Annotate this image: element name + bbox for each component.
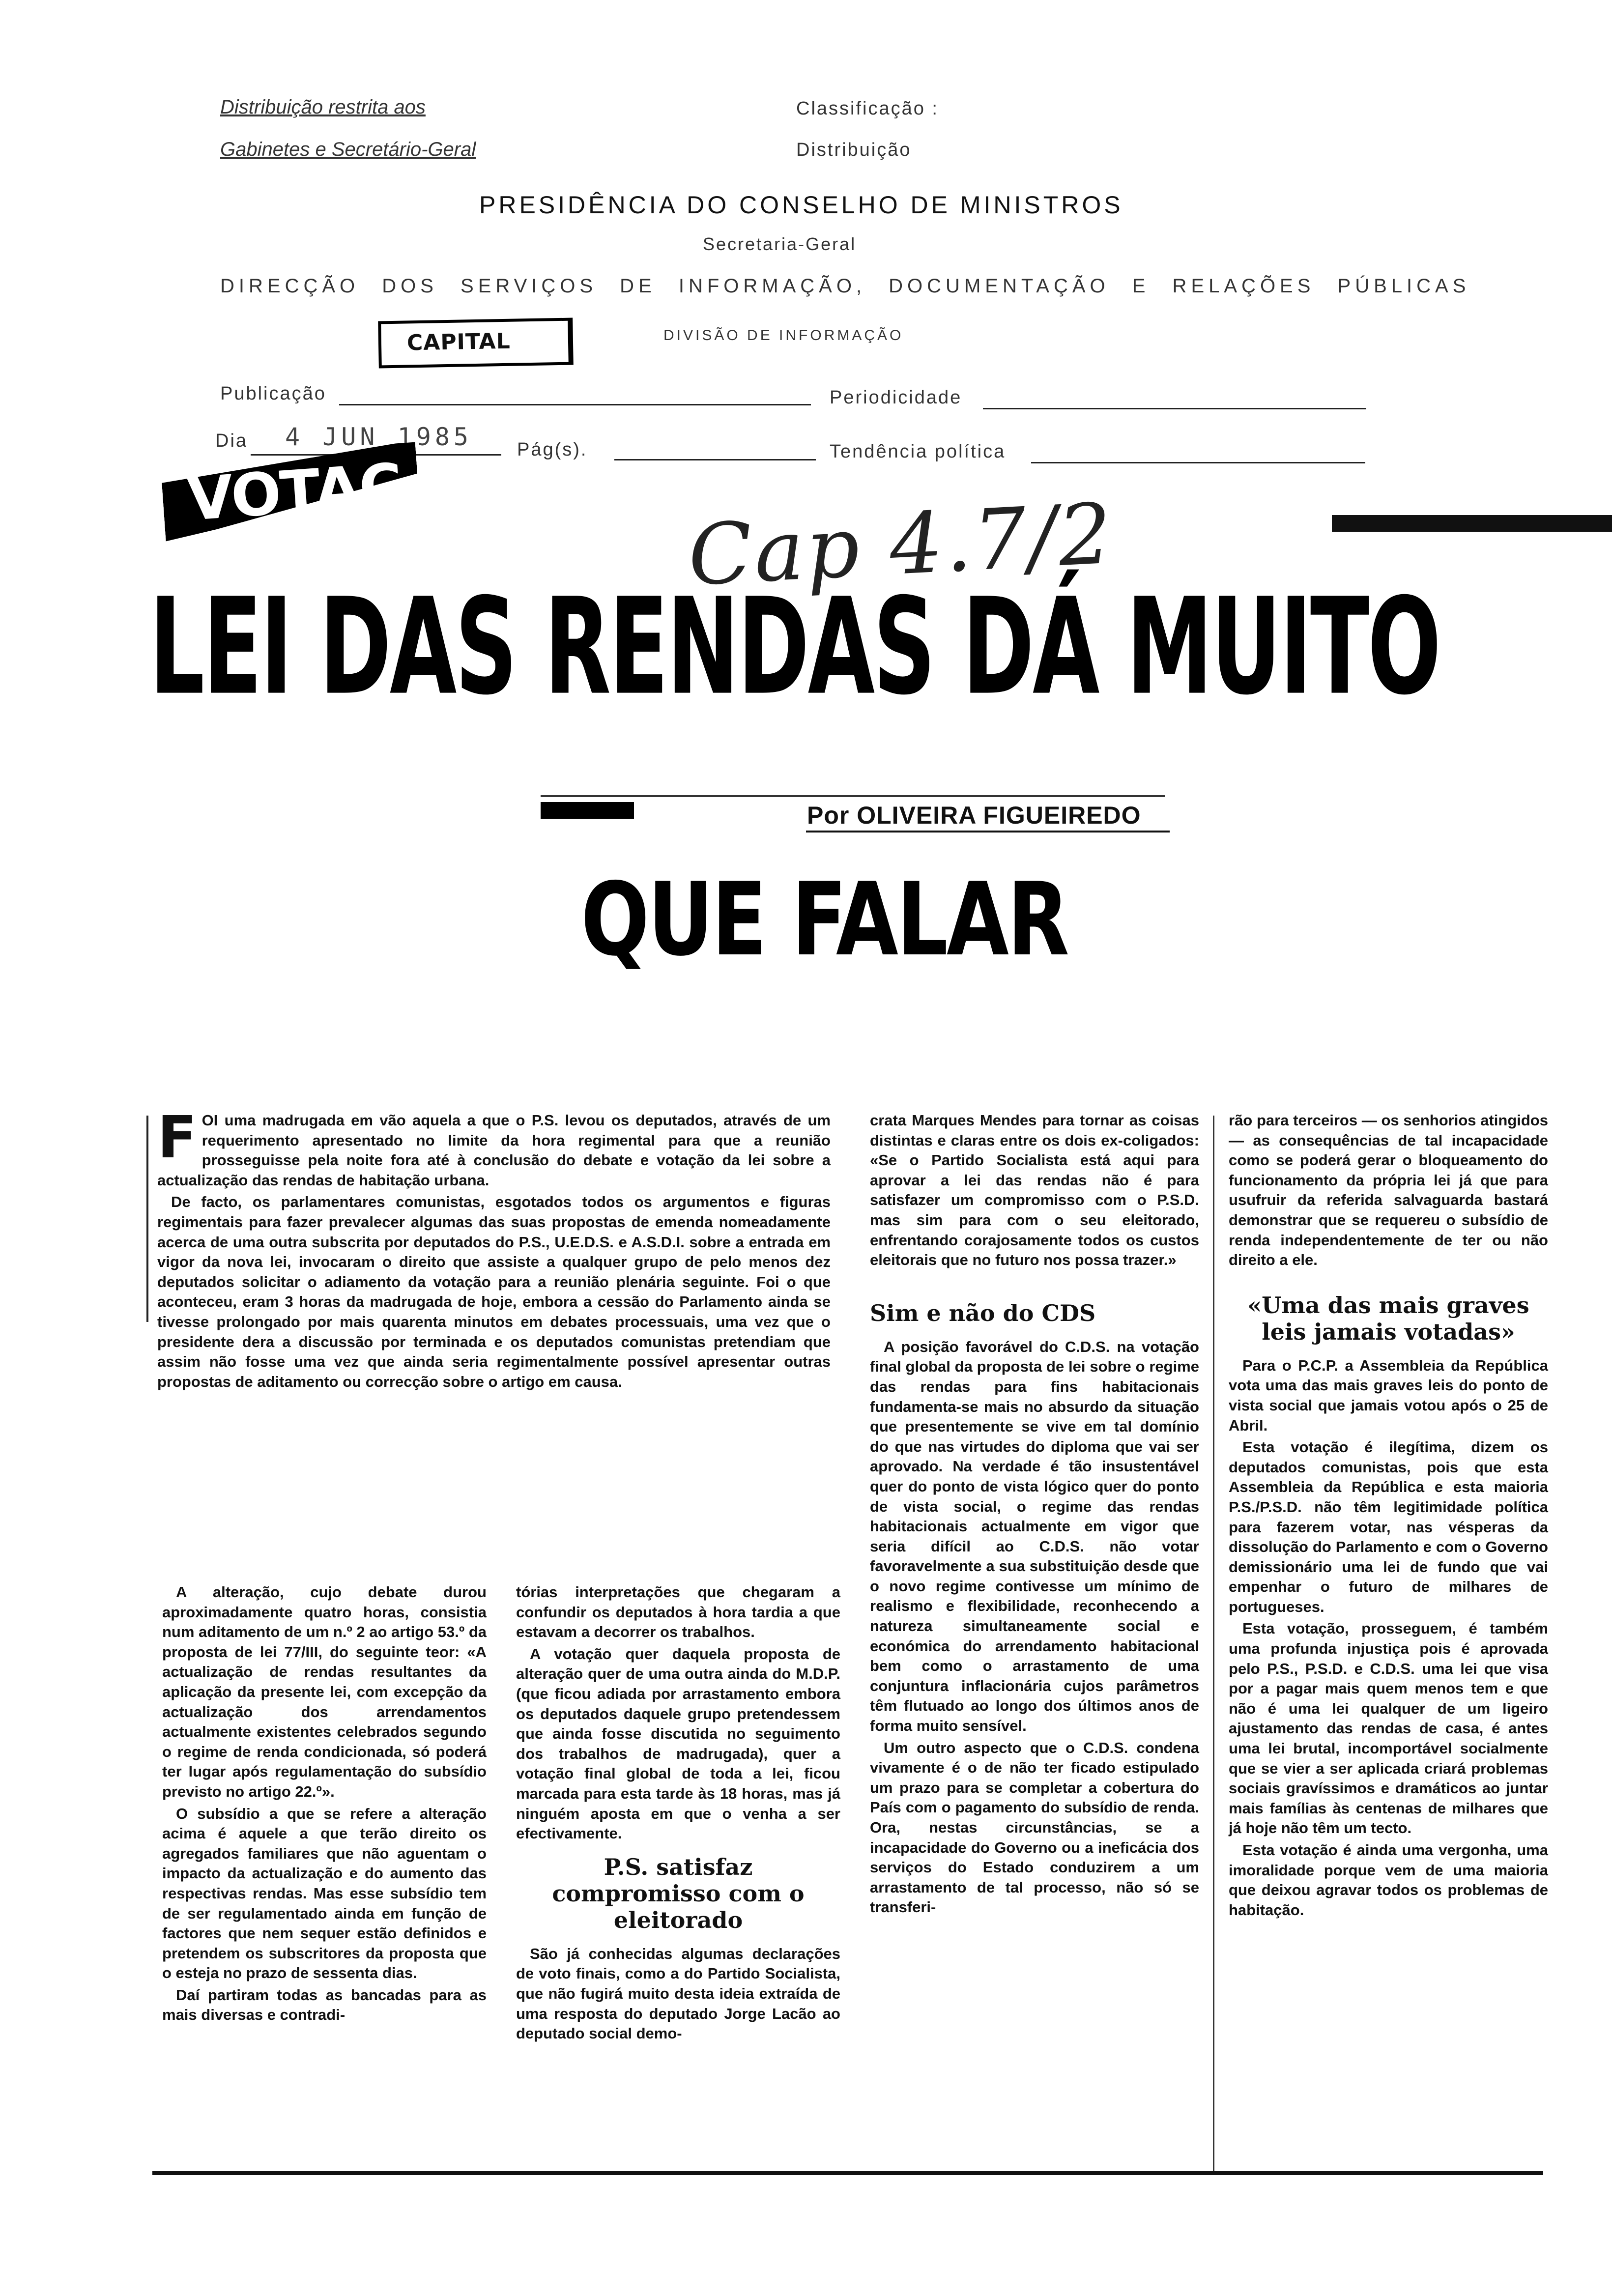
byline-underline	[806, 831, 1170, 832]
intro-text-1: OI uma madrugada em vão aquela a que o P.S. levou os deputados, através de um requerimento apresentado no limite da hora regimental para que a reunião prosseguisse pela noite fora até à conclusão do debate e votação da lei sobre a actualização das rendas de habitação urbana.	[157, 1112, 831, 1189]
col3-paragraph-2: A posição favorável do C.D.S. na votação final global da proposta de lei sobre o regime das rendas para fins habitacionais fundamenta-se mais no absurdo da situação que presentemente se vive em tal domínio do que nas virtudes do diploma que vai ser aprovado. Na verdade é tão insustentável quer do ponto de vista lógico quer do ponto de vista social, o regime das rendas habitacionais actualmente em vigor que seria difícil ao C.D.S. não votar favoravelmente a sua substituição desde que o novo regime contivesse um mínimo de realismo e flexibilidade, reconhecendo a natureza simultaneamente social e económica do arrendamento habitacional bem como o arrastamento de uma conjuntura inflacionária cujos parâmetros têm flutuado ao longo dos últimos anos de forma muito sensível.	[870, 1338, 1199, 1735]
col4-paragraph-1: rão para terceiros — os senhorios atingidos — as consequências de tal incapacidade como se poderá gerar o bloqueamento do funcionamento da própria lei já que para usufruir da referida salvaguarda bastará demonstrar que se requereu o subsídio de renda independentemente de ter ou não direito a ele.	[1229, 1112, 1548, 1269]
distribution-label: Distribuição	[796, 140, 912, 160]
day-label: Dia	[215, 430, 248, 451]
classification-label: Classificação :	[796, 98, 939, 119]
intro-paragraph-2: De facto, os parlamentares comunistas, esgotados todos os argumentos e figuras regimentais para fazer prevalecer algumas das suas propostas de emenda nomeadamente acerca de uma outra subscrita por deputados do P.S., U.E.D.S. e A.S.D.I. sobre a entrada em vigor da nova lei, invocaram o direito que assiste a qualquer grupo de pelo menos dez deputados solicitar o adiamento da votação para a reunião plenária seguinte. Foi o que aconteceu, eram 3 horas da madrugada de hoje, embora a cessão do Parlamento ainda se tivesse prolongado por mais quarenta minutos em debates processuais, uma vez que o presidente dera a discussão por terminada e os deputados comunistas pretendiam que assim não fosse uma vez que ainda seria regimentalmente possível apresentar outras propostas de aditamento ou correcção sobre o artigo em causa.	[157, 1193, 831, 1390]
kicker-text: VOTAÇ	[185, 451, 404, 535]
article-column-1	[162, 1582, 487, 2027]
page-field[interactable]	[614, 459, 816, 460]
periodicity-label: Periodicidade	[830, 387, 962, 408]
headline-main: LEI DAS RENDAS DÁ MUITO	[149, 570, 1440, 725]
tendency-label: Tendência política	[830, 441, 1006, 462]
article-intro	[157, 1103, 831, 1394]
distribution-recipients: Gabinetes e Secretário-Geral	[220, 139, 476, 160]
col1-paragraph-1: A alteração, cujo debate durou aproximadamente quatro horas, consistia num aditamento de um n.º 2 ao artigo 53.º da proposta de lei 77/III, do seguinte teor: «A actualização de rendas resultantes da aplicação da presente lei, com excepção da actualização dos arrendamentos actualmente existentes celebrados segundo o regime de renda condicionada, só poderá ter lugar após regulamentação do subsídio previsto no artigo 22.º».	[162, 1583, 487, 1800]
stamp-text: CAPITAL	[406, 328, 511, 356]
periodicity-field[interactable]	[983, 408, 1366, 409]
day-stamp: 4 JUN 1985	[285, 423, 473, 451]
headline-secondary: QUE FALAR	[581, 861, 1068, 978]
col1-paragraph-3: Daí partiram todas as bancadas para as mais diversas e contradi-	[162, 1986, 487, 2024]
handwritten-annotation: Cap 4.7/2	[686, 485, 1116, 605]
col3-subheading: Sim e não do CDS	[870, 1299, 1096, 1326]
org-name: PRESIDÊNCIA DO CONSELHO DE MINISTROS	[479, 191, 1123, 219]
bottom-rule	[152, 2171, 1543, 2175]
col1-paragraph-2: O subsídio a que se refere a alteração acima é aquele a que terão direito os agregados familiares que não aguentam o impacto da actualização e do aumento das respectivas rendas. Mas esse subsídio tem de ser regulamentado ainda em função de factores que nem sequer estão definidos e pretendem os subscritores da proposta que o esteja no prazo de sessenta dias.	[162, 1805, 487, 1982]
byline: Por OLIVEIRA FIGUEIREDO	[807, 802, 1141, 829]
kicker-strip	[145, 442, 426, 544]
col2-subheading: P.S. satisfaz compromisso com o eleitorado	[552, 1853, 805, 1933]
byline-rule	[541, 795, 1165, 797]
page-label: Pág(s).	[517, 439, 588, 460]
division-label: DIVISÃO DE INFORMAÇÃO	[663, 327, 904, 344]
org-subtitle: Secretaria-Geral	[703, 234, 857, 254]
col2-paragraph-1: tórias interpretações que chegaram a confundir os deputados à hora tardia a que estavam a decorrer os trabalhos.	[516, 1583, 840, 1641]
col4-subheading: «Uma das mais graves leis jamais votadas»	[1247, 1292, 1529, 1345]
col4-paragraph-2: Para o P.C.P. a Assembleia da República vota uma das mais graves leis do ponto de vista social que jamais votou após o 25 de Abril.	[1229, 1356, 1548, 1434]
column-rule-3-4	[1213, 1116, 1214, 2172]
col2-paragraph-2: A votação quer daquela proposta de alteração quer de uma outra ainda do M.D.P. (que ficou adiada por arrastamento embora os deputados daquele grupo pretendessem que ainda fosse discutida no seguimento dos trabalhos de madrugada), quer a votação final global de toda a lei, ficou marcada para esta tarde às 18 horas, mas já ninguém aposta em que o venha a ser efectivamente.	[516, 1645, 840, 1842]
intro-paragraph-1	[157, 1103, 831, 1190]
col4-paragraph-5: Esta votação é ainda uma vergonha, uma imoralidade porque vem de uma maioria que deixou agravar todos os problemas de habitação.	[1229, 1841, 1548, 1919]
tendency-field[interactable]	[1031, 462, 1365, 463]
directorate: DIRECÇÃO DOS SERVIÇOS DE INFORMAÇÃO, DOCUMENTAÇÃO E RELAÇÕES PÚBLICAS	[220, 275, 1470, 297]
article-column-3	[870, 1111, 1199, 1920]
col4-paragraph-3: Esta votação é ilegítima, dizem os deputados comunistas, pois que esta Assembleia da República e esta maioria P.S./P.S.D. não têm legitimidade política para fazerem votar, nas vésperas da dissolução do Parlamento e com o Governo demissionário uma lei de fundo que vai empenhar o futuro de milhares de portugueses.	[1229, 1438, 1548, 1615]
article-column-4	[1229, 1111, 1548, 1922]
article-column-2	[516, 1582, 840, 2046]
top-right-rule	[1332, 515, 1612, 532]
col4-paragraph-4: Esta votação, prosseguem, é também uma profunda injustiça pois é aprovada pelo P.S., P.S.D. e C.D.S. uma lei que visa por a pagar mais quem menos tem e que não é uma lei qualquer de um ligeiro ajustamento das rendas de casa, é antes uma lei brutal, incomportável socialmente que se vier a ser aplicada criará problemas sociais gravíssimos e dramáticos ao juntar mais famílias às centenas de milhares que já hoje não têm um tecto.	[1229, 1620, 1548, 1837]
publication-field[interactable]	[339, 404, 811, 405]
capital-stamp	[378, 318, 574, 369]
drop-cap: F	[157, 1103, 197, 1171]
distribution-restricted: Distribuição restrita aos	[220, 96, 426, 118]
publication-label: Publicação	[220, 383, 326, 404]
byline-bar	[541, 802, 634, 819]
col2-paragraph-3: São já conhecidas algumas declarações de voto finais, como a do Partido Socialista, que não fugirá muito desta ideia extraída de uma resposta do deputado Jorge Lacão ao deputado social demo-	[516, 1945, 840, 2042]
col3-paragraph-3: Um outro aspecto que o C.D.S. condena vivamente é o de não ter ficado estipulado um prazo para se completar a cobertura do País com o pagamento do subsídio de renda. Ora, nestas circunstâncias, se a incapacidade do Governo ou a ineficácia dos serviços do Estado conduzirem a um arrastamento de tal processo, não só se transferi-	[870, 1739, 1199, 1916]
col3-paragraph-1: crata Marques Mendes para tornar as coisas distintas e claras entre os dois ex-coligados: «Se o Partido Socialista está aqui para aprovar a lei das rendas não é para satisfazer um compromisso com o P.S.D. mas sim para com o seu eleitorado, enfrentando corajosamente todos os custos eleitorais que no futuro nos possa trazer.»	[870, 1112, 1199, 1269]
